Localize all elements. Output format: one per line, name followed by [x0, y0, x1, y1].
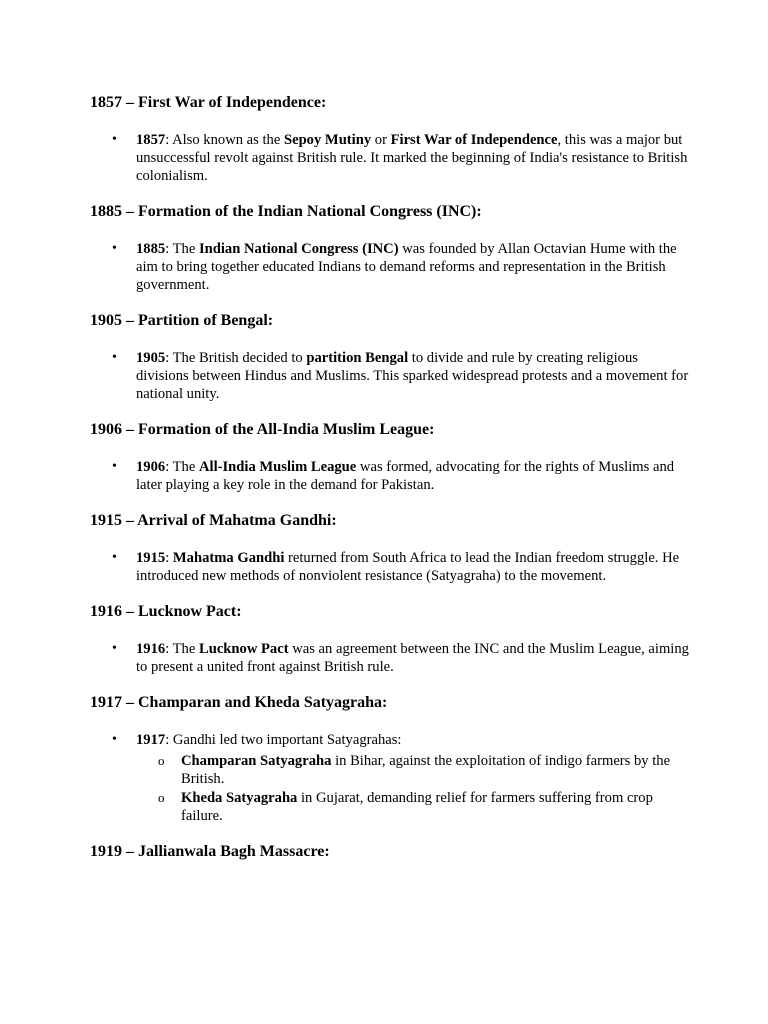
circle-bullet-icon: o: [158, 753, 165, 768]
bullet-list: [90, 731, 690, 825]
circle-bullet-icon: o: [158, 790, 165, 805]
text-run: : Gandhi led two important Satyagrahas:: [165, 732, 402, 748]
section-heading: 1917 – Champaran and Kheda Satyagraha:: [90, 694, 388, 711]
bullet-item: [90, 131, 690, 185]
text-run: : The: [165, 241, 199, 257]
text-run: was formed, advocating for the rights of Muslims and later playing a key role in the demand for Pakistan.: [136, 459, 675, 493]
sub-list-item: [136, 752, 690, 788]
text-run: was founded by Allan Octavian Hume with the aim to bring together educated Indians to demand reforms and representation in the British government.: [136, 241, 677, 293]
bold-text-run: 1857: [136, 132, 166, 148]
text-run: was an agreement between the INC and the Muslim League, aiming to present a united front against British rule.: [136, 641, 689, 675]
section-heading: 1885 – Formation of the Indian National Congress (INC):: [90, 203, 482, 220]
bullet-item: [90, 549, 690, 585]
text-run: : The British decided to: [165, 350, 307, 366]
text-run: to divide and rule by creating religious divisions between Hindus and Muslims. This sparked widespread protests and a movement for national unity.: [136, 350, 689, 402]
bullet-item: [90, 240, 690, 294]
text-run: in Bihar, against the exploitation of indigo farmers by the British.: [181, 753, 671, 787]
bullet-dot-icon: •: [112, 459, 117, 474]
bullet-list: [90, 549, 690, 585]
bold-text-run: 1917: [136, 732, 166, 748]
bold-text-run: 1885: [136, 241, 166, 257]
bullet-item: [90, 458, 690, 494]
bullet-dot-icon: •: [112, 241, 117, 256]
section-heading: 1905 – Partition of Bengal:: [90, 312, 274, 329]
section-heading: 1919 – Jallianwala Bagh Massacre:: [90, 843, 330, 860]
bold-text-run: Champaran Satyagraha: [181, 753, 332, 769]
bullet-item: [90, 731, 690, 825]
bullet-text: [136, 132, 687, 184]
bullet-dot-icon: •: [112, 641, 117, 656]
sub-list: [136, 752, 690, 825]
text-run: or: [371, 132, 391, 148]
sub-item-text: [181, 753, 670, 787]
text-run: in Gujarat, demanding relief for farmers suffering from crop failure.: [181, 790, 653, 824]
bold-text-run: Sepoy Mutiny: [283, 132, 372, 148]
text-run: : Also known as the: [165, 132, 284, 148]
bold-text-run: 1906: [136, 459, 166, 475]
bold-text-run: partition Bengal: [306, 350, 409, 366]
text-run: , this was a major but unsuccessful revolt against British rule. It marked the beginning of India's resistance to British colonialism.: [136, 132, 688, 184]
bullet-dot-icon: •: [112, 732, 117, 747]
bullet-text: [136, 641, 689, 675]
sub-item-text: [181, 790, 653, 824]
bold-text-run: First War of Independence: [390, 132, 558, 148]
bold-text-run: 1916: [136, 641, 166, 657]
bold-text-run: Kheda Satyagraha: [181, 790, 298, 806]
bullet-list: [90, 640, 690, 676]
text-run: :: [165, 550, 173, 566]
bold-text-run: Mahatma Gandhi: [172, 550, 285, 566]
text-run: returned from South Africa to lead the Indian freedom struggle. He introduced new methods of nonviolent resistance (Satyagraha) to the movement.: [136, 550, 680, 584]
bullet-list: [90, 131, 690, 185]
bullet-dot-icon: •: [112, 132, 117, 147]
sub-list-item: [136, 789, 690, 825]
bullet-list: [90, 240, 690, 294]
bullet-text: [136, 459, 674, 493]
document-body: [90, 93, 690, 862]
section-heading: 1857 – First War of Independence:: [90, 94, 327, 111]
bullet-list: [90, 458, 690, 494]
bullet-list: [90, 349, 690, 403]
bullet-item: [90, 640, 690, 676]
bullet-text: [136, 350, 688, 402]
bullet-dot-icon: •: [112, 550, 117, 565]
bold-text-run: Indian National Congress (INC): [198, 241, 399, 257]
bold-text-run: All-India Muslim League: [198, 459, 357, 475]
bold-text-run: Lucknow Pact: [198, 641, 289, 657]
bold-text-run: 1905: [136, 350, 166, 366]
section-heading: 1906 – Formation of the All-India Muslim League:: [90, 421, 435, 438]
section-heading: 1915 – Arrival of Mahatma Gandhi:: [90, 512, 337, 529]
bold-text-run: 1915: [136, 550, 166, 566]
bullet-dot-icon: •: [112, 350, 117, 365]
text-run: : The: [165, 459, 199, 475]
bullet-text: [136, 241, 677, 293]
bullet-text: [136, 550, 679, 584]
bullet-text: [136, 732, 401, 748]
text-run: : The: [165, 641, 199, 657]
section-heading: 1916 – Lucknow Pact:: [90, 603, 242, 620]
bullet-item: [90, 349, 690, 403]
